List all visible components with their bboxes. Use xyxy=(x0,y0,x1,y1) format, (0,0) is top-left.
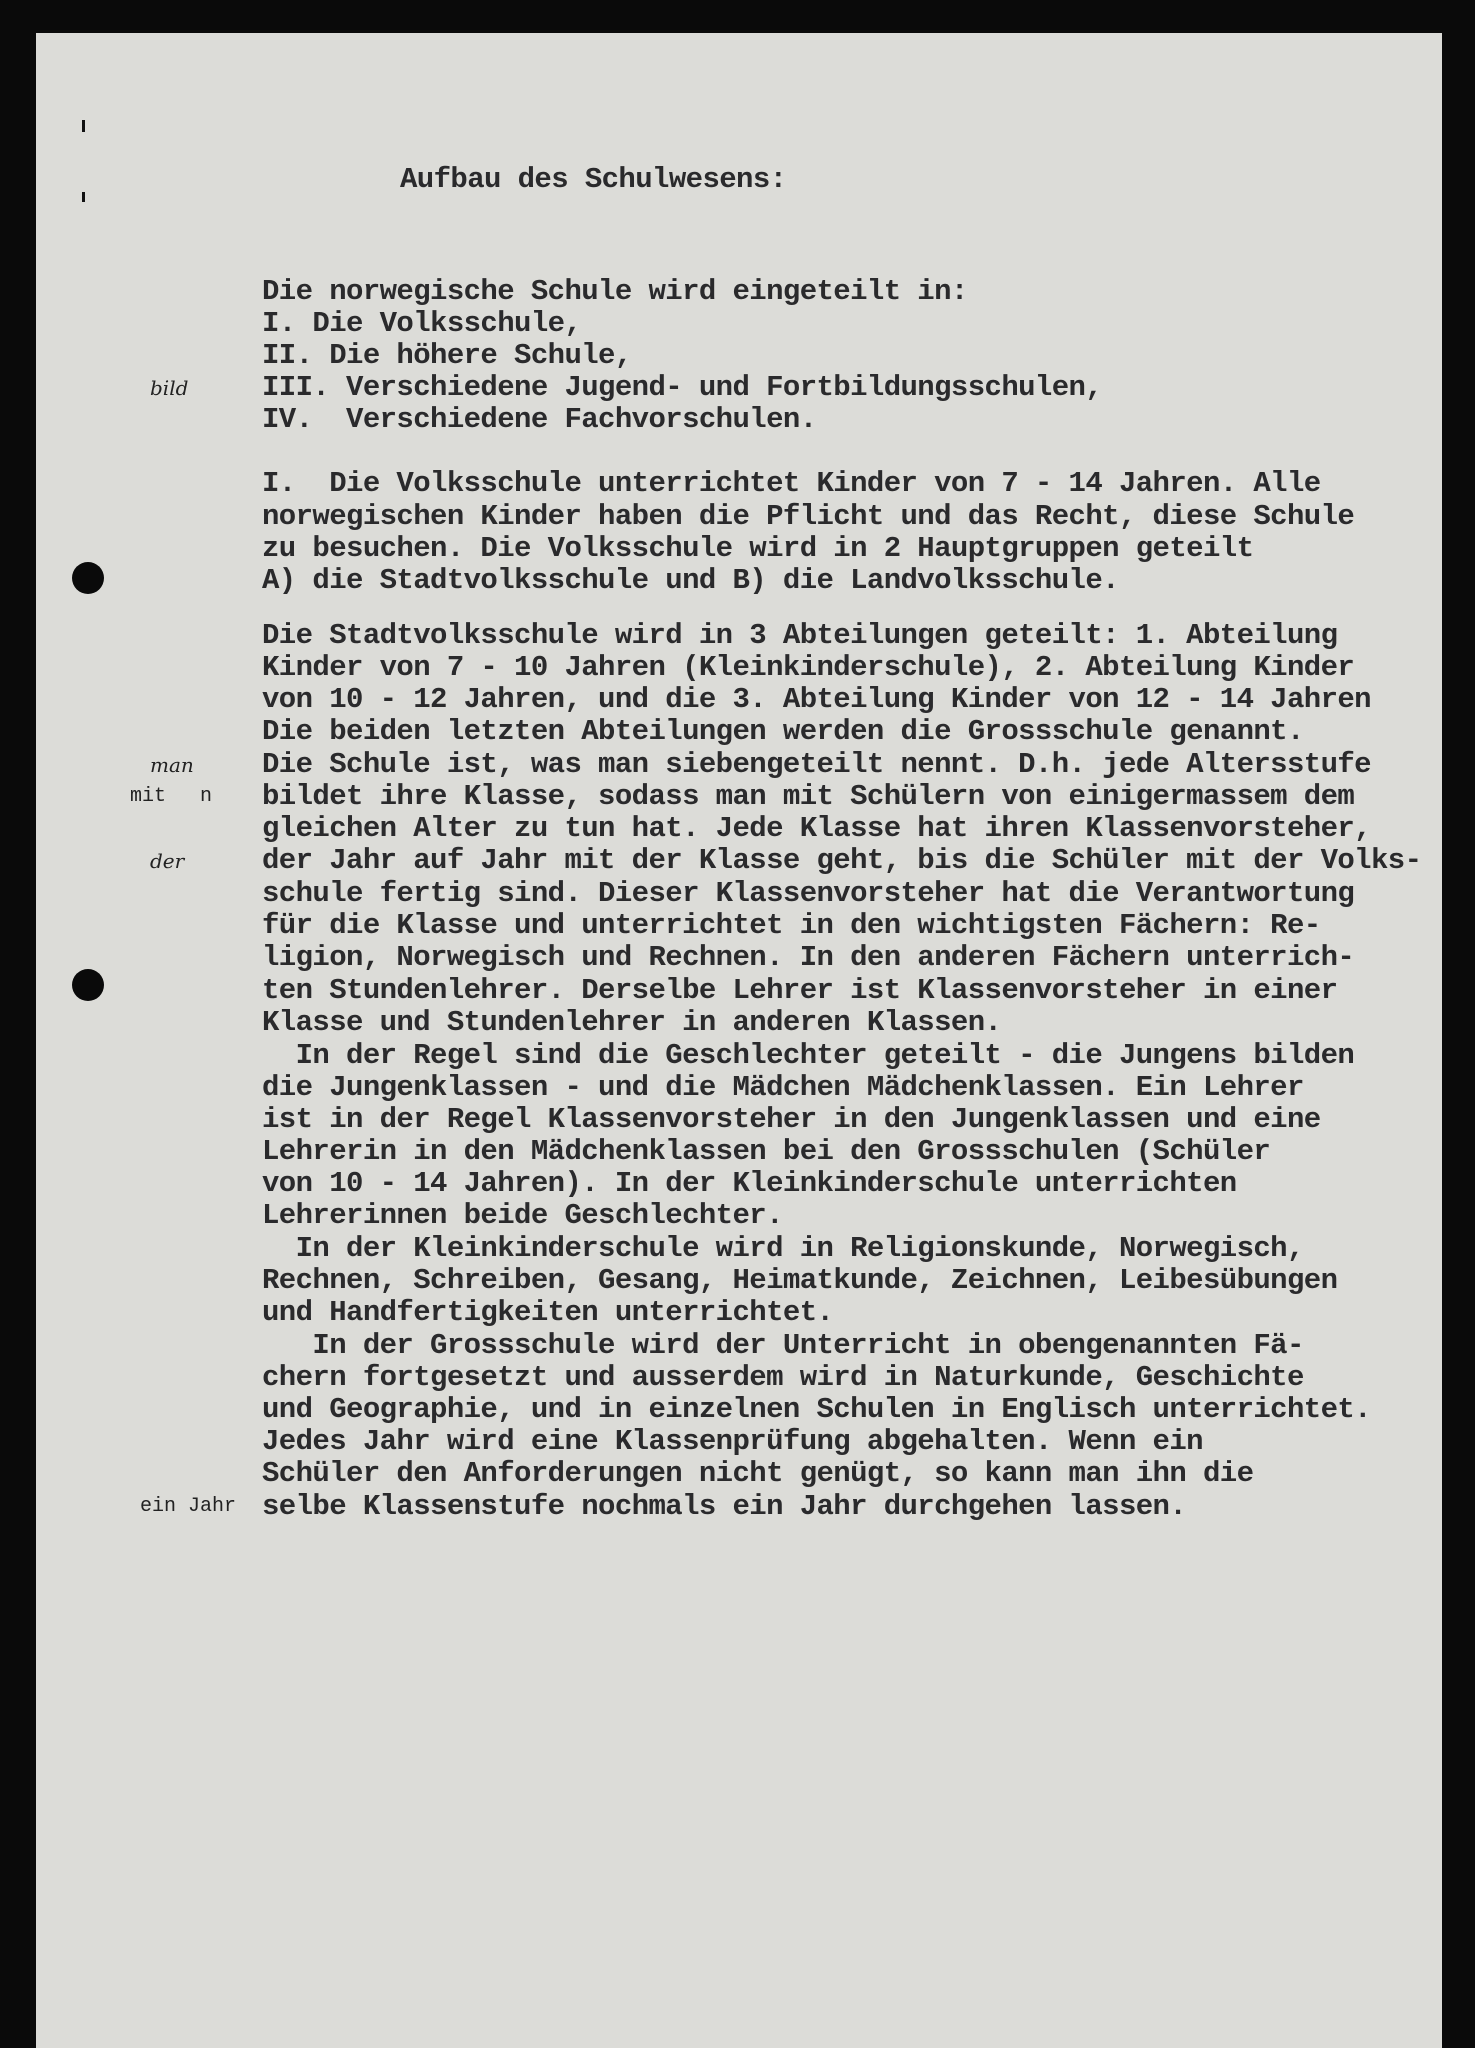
text-line: In der Kleinkinderschule wird in Religionskunde, Norwegisch, xyxy=(262,1232,1304,1265)
text-line: Klasse und Stundenlehrer in anderen Klassen. xyxy=(262,1006,1002,1039)
text-line: ligion, Norwegisch und Rechnen. In den anderen Fächern unterrich- xyxy=(262,941,1355,974)
text-line: bildet ihre Klasse, sodass man mit Schülern von einigermassem dem xyxy=(262,780,1355,813)
text-line: von 10 - 14 Jahren). In der Kleinkinderschule unterrichten xyxy=(262,1167,1237,1200)
margin-mark xyxy=(82,192,85,202)
text-line: selbe Klassenstufe nochmals ein Jahr durchgehen lassen. xyxy=(262,1490,1187,1523)
handwritten-note: der xyxy=(150,849,185,873)
document-title: Aufbau des Schulwesens: xyxy=(400,163,787,196)
text-line: gleichen Alter zu tun hat. Jede Klasse hat ihren Klassenvorsteher, xyxy=(262,812,1371,845)
text-line: zu besuchen. Die Volksschule wird in 2 Hauptgruppen geteilt xyxy=(262,532,1254,565)
text-line: IV. Verschiedene Fachvorschulen. xyxy=(262,403,817,436)
text-line: Jedes Jahr wird eine Klassenprüfung abgehalten. Wenn ein xyxy=(262,1425,1203,1458)
text-line: von 10 - 12 Jahren, und die 3. Abteilung Kinder von 12 - 14 Jahren xyxy=(262,683,1371,716)
text-line: Lehrerin in den Mädchenklassen bei den Grossschulen (Schüler xyxy=(262,1135,1271,1168)
text-line: Schüler den Anforderungen nicht genügt, so kann man ihn die xyxy=(262,1457,1254,1490)
text-line: Die Schule ist, was man siebengeteilt nennt. D.h. jede Altersstufe xyxy=(262,748,1371,781)
handwritten-note: n xyxy=(200,785,213,808)
text-line: Die beiden letzten Abteilungen werden die Grossschule genannt. xyxy=(262,715,1304,748)
text-line: Die Stadtvolksschule wird in 3 Abteilungen geteilt: 1. Abteilung xyxy=(262,619,1338,652)
margin-mark xyxy=(82,120,85,132)
text-line: norwegischen Kinder haben die Pflicht und das Recht, diese Schule xyxy=(262,500,1355,533)
text-line: für die Klasse und unterrichtet in den wichtigsten Fächern: Re- xyxy=(262,909,1321,942)
handwritten-note: man xyxy=(150,753,194,777)
text-line: In der Grossschule wird der Unterricht in obengenannten Fä- xyxy=(262,1329,1304,1362)
text-line: I. Die Volksschule, xyxy=(262,307,582,340)
text-line: Kinder von 7 - 10 Jahren (Kleinkinderschule), 2. Abteilung Kinder xyxy=(262,651,1355,684)
text-line: ist in der Regel Klassenvorsteher in den Jungenklassen und eine xyxy=(262,1103,1321,1136)
text-line: III. Verschiedene Jugend- und Fortbildungsschulen, xyxy=(262,371,1103,404)
text-line: schule fertig sind. Dieser Klassenvorsteher hat die Verantwortung xyxy=(262,877,1355,910)
text-line: Lehrerinnen beide Geschlechter. xyxy=(262,1199,783,1232)
text-line: Die norwegische Schule wird eingeteilt in: xyxy=(262,275,968,308)
handwritten-note: ein Jahr xyxy=(140,1495,237,1518)
text-line: I. Die Volksschule unterrichtet Kinder von 7 - 14 Jahren. Alle xyxy=(262,467,1321,500)
text-line: die Jungenklassen - und die Mädchen Mädchenklassen. Ein Lehrer xyxy=(262,1071,1304,1104)
handwritten-note: bild xyxy=(150,376,189,400)
handwritten-note: mit xyxy=(130,785,167,808)
text-line: und Geographie, und in einzelnen Schulen in Englisch unterrichtet. xyxy=(262,1393,1371,1426)
text-line: In der Regel sind die Geschlechter geteilt - die Jungens bilden xyxy=(262,1039,1355,1072)
punch-hole xyxy=(72,562,104,594)
text-line: chern fortgesetzt und ausserdem wird in Naturkunde, Geschichte xyxy=(262,1361,1304,1394)
text-line: A) die Stadtvolksschule und B) die Landvolksschule. xyxy=(262,564,1119,597)
text-line: II. Die höhere Schule, xyxy=(262,339,632,372)
text-line: und Handfertigkeiten unterrichtet. xyxy=(262,1296,834,1329)
punch-hole xyxy=(72,969,104,1001)
text-line: Rechnen, Schreiben, Gesang, Heimatkunde, Zeichnen, Leibesübungen xyxy=(262,1264,1338,1297)
text-line: der Jahr auf Jahr mit der Klasse geht, bis die Schüler mit der Volks- xyxy=(262,844,1422,877)
text-line: ten Stundenlehrer. Derselbe Lehrer ist Klassenvorsteher in einer xyxy=(262,974,1338,1007)
